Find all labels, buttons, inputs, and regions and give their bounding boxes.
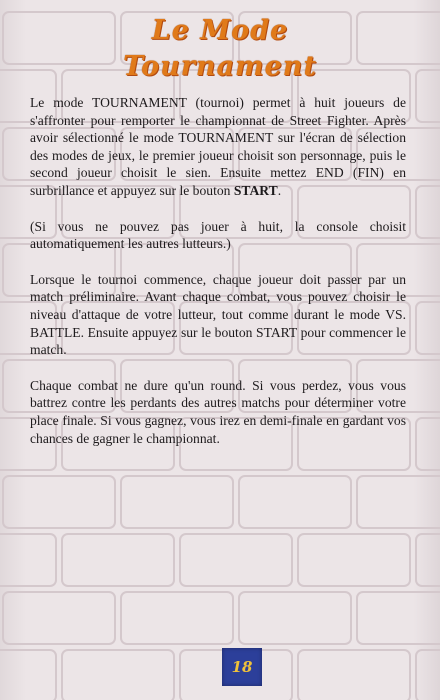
page-title: [0, 14, 440, 84]
brick: [3, 592, 115, 644]
brick: [416, 534, 440, 586]
page-body: [30, 94, 406, 465]
paragraph-intro: [30, 94, 406, 200]
brick: [298, 650, 410, 700]
brick: [3, 476, 115, 528]
title-line-2: Tournament: [123, 51, 317, 82]
brick: [416, 650, 440, 700]
brick: [0, 534, 56, 586]
paragraph-intro-text: Le mode TOURNAMENT (tournoi) permet à huit joueurs de s'affronter pour remporter le championnat de Street Fighter. Après avoir sélectionné le mode TOURNAMENT sur l'écran de sélection des modes de jeux, le premier joueur choisit son personnage, puis le second joueur choisit le sien. Ensuite mettez END (FIN) en surbrillance et appuyez sur le bouton: [30, 95, 406, 198]
title-line-1: Le Mode: [151, 15, 289, 46]
paragraph-intro-end: .: [277, 182, 282, 198]
brick: [357, 476, 440, 528]
brick: [180, 534, 292, 586]
brick: [0, 650, 56, 700]
brick: [416, 418, 440, 470]
brick: [62, 534, 174, 586]
page-number: 18: [231, 658, 253, 676]
brick: [239, 476, 351, 528]
brick: [62, 650, 174, 700]
paragraph-preliminary: Lorsque le tournoi commence, chaque joueur doit passer par un match préliminaire. Avant chaque combat, vous pouvez choisir le niveau d'attaque de votre lutteur, tout comme durant le mode VS. BATTLE. Ensuite appuyez sur le bouton START pour commencer le match.: [30, 271, 406, 358]
brick: [121, 476, 233, 528]
brick: [121, 592, 233, 644]
page-number-badge: [222, 648, 262, 686]
brick: [416, 302, 440, 354]
brick: [416, 186, 440, 238]
start-button-label: START: [233, 182, 278, 198]
paragraph-rounds: Chaque combat ne dure qu'un round. Si vous perdez, vous vous battrez contre les perdants des autres matchs pour déterminer votre place finale. Si vous gagnez, vous irez en demi-finale en gardant vos chances de gagner le championnat.: [30, 377, 406, 446]
brick: [298, 534, 410, 586]
brick: [357, 592, 440, 644]
paragraph-auto-select: (Si vous ne pouvez pas jouer à huit, la console choisit automatiquement les autres lutteurs.): [30, 218, 406, 252]
brick: [239, 592, 351, 644]
